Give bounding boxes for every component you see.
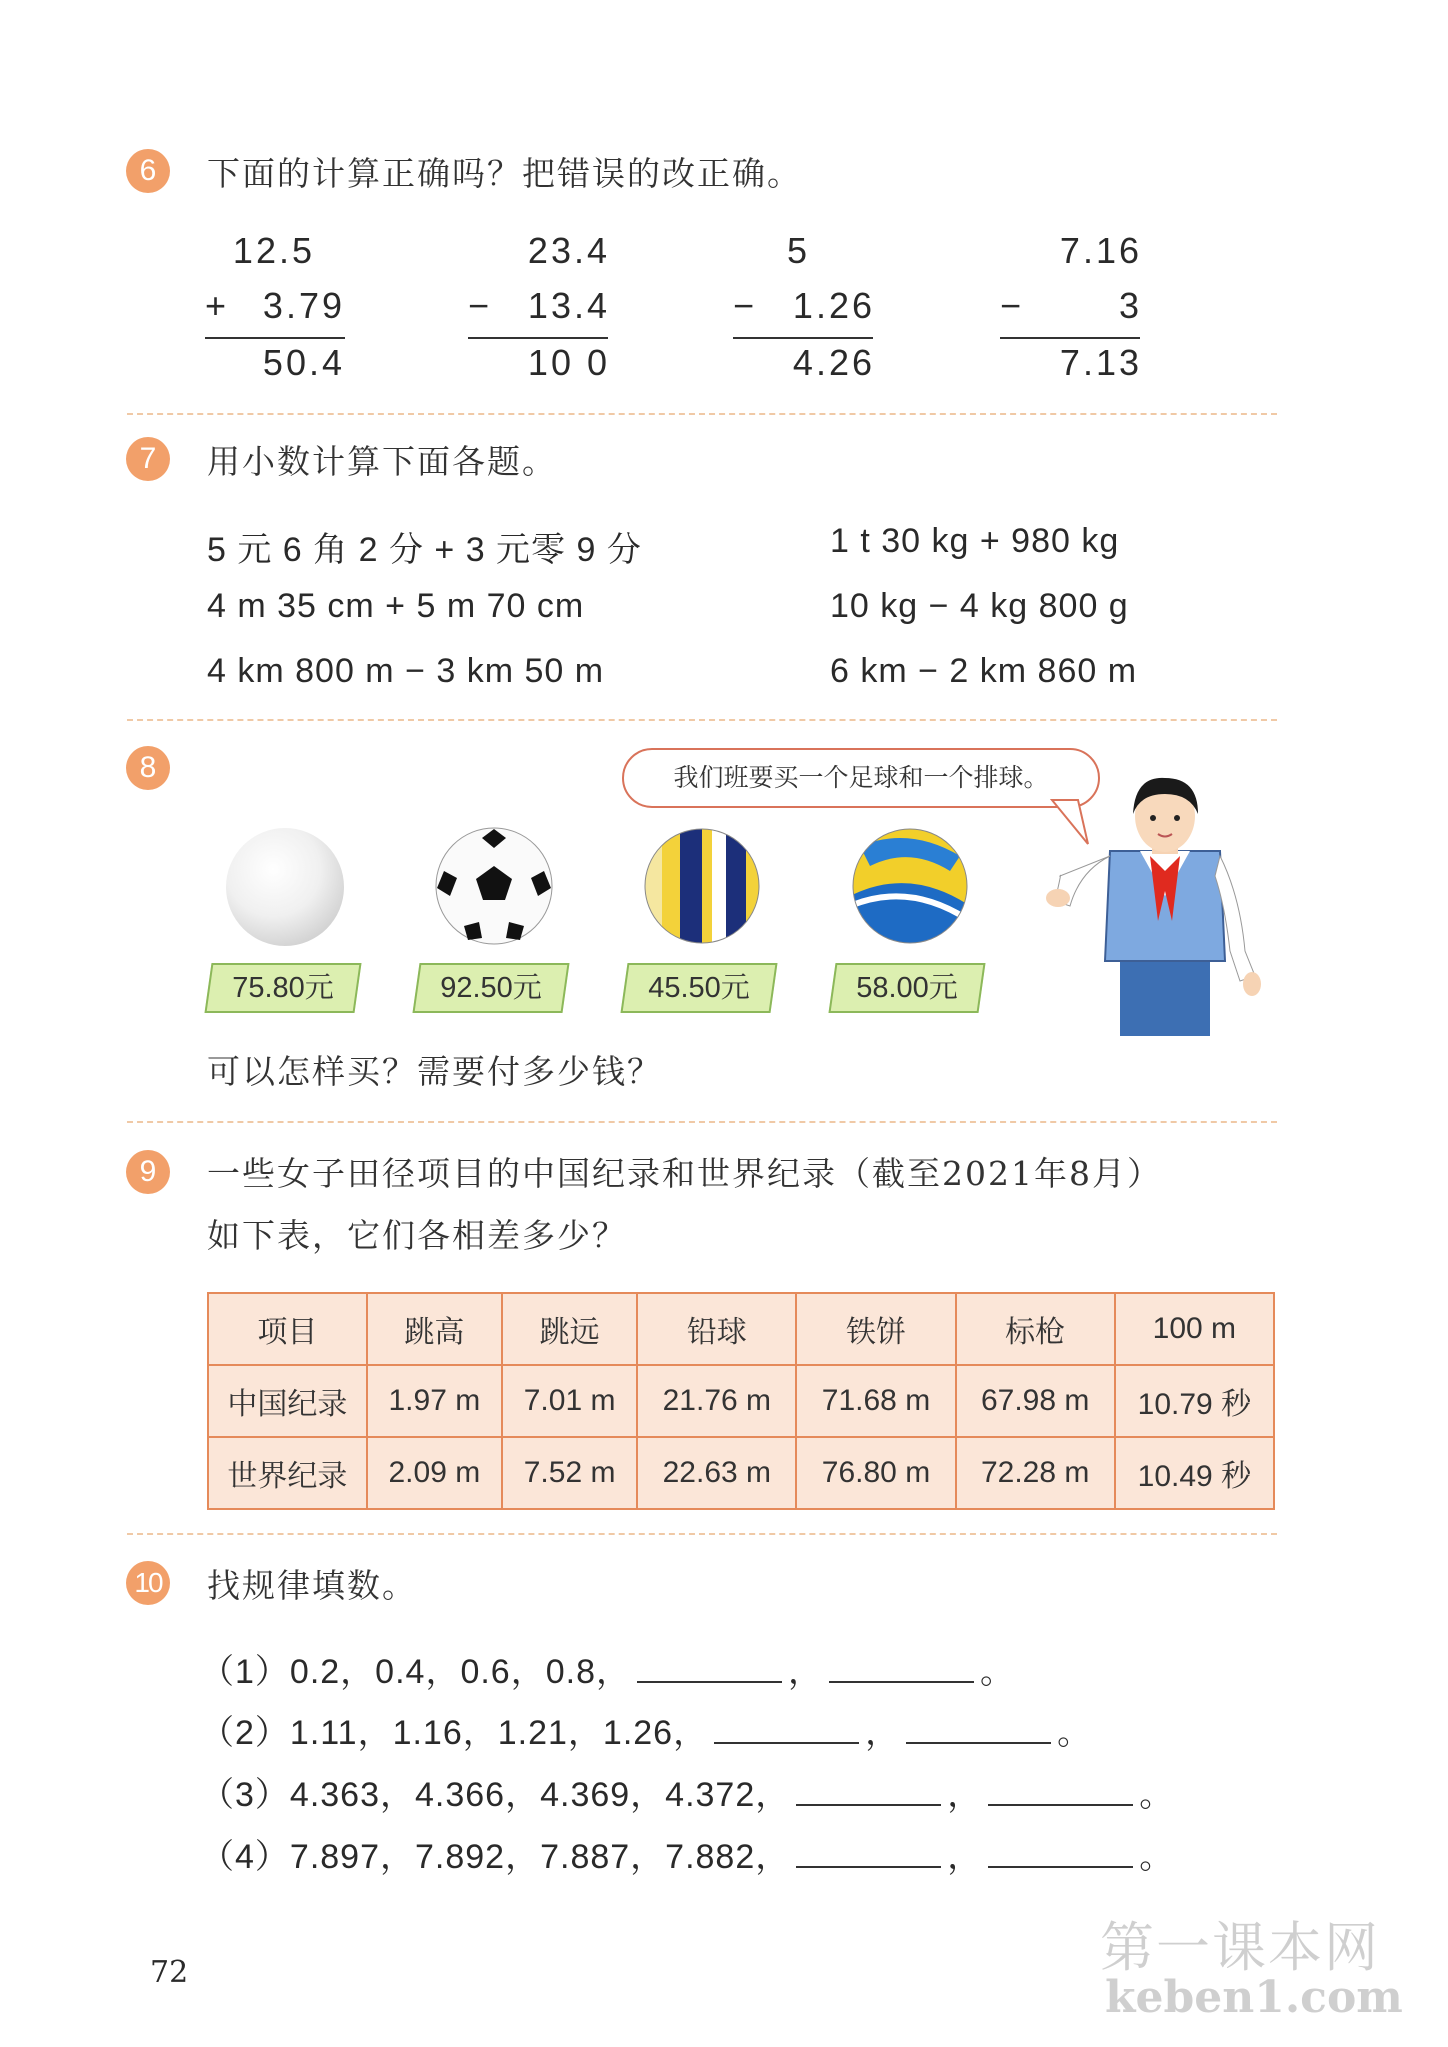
table-cell: 21.76 m [637,1365,796,1437]
records-table [207,1292,1275,1510]
calc-line [1000,337,1140,339]
table-cell: 76.80 m [796,1437,955,1509]
watermark-url: keben1.com [1105,1972,1403,2023]
expression: 5 元 6 角 2 分 + 3 元零 9 分 [207,531,642,569]
separator: ， [947,1838,983,1876]
calc-bottom-number: 3 [1118,285,1142,326]
answer-blank[interactable] [988,1776,1133,1806]
table-row [208,1437,1274,1509]
question-9-text-line2: 如下表，它们各相差多少？ [207,1216,627,1255]
sequence-label: （3） [200,1776,290,1814]
table-cell: 22.63 m [637,1437,796,1509]
price-tag-label: 92.50元 [440,972,542,1004]
calc-operator: − [1000,285,1025,326]
sequence-values: 1.11，1.16，1.21，1.26， [289,1714,709,1752]
calc-result: 50.4 [262,342,345,383]
vertical-calculation [1000,230,1150,390]
question-6-text: 下面的计算正确吗？把错误的改正确。 [207,154,802,193]
answer-blank[interactable] [829,1653,974,1683]
calc-bottom-number: 13.4 [527,285,610,326]
section-divider [127,413,1277,415]
question-10-text: 找规律填数。 [207,1566,417,1605]
section-divider [127,1121,1277,1123]
table-header-cell: 铅球 [637,1293,796,1365]
price-tag [412,963,569,1013]
calc-line [468,337,608,339]
calc-line [733,337,873,339]
calc-operator: − [733,285,758,326]
table-cell: 71.68 m [796,1365,955,1437]
table-cell: 7.52 m [502,1437,637,1509]
expression: 10 kg − 4 kg 800 g [830,587,1129,625]
sequence-values: 0.2，0.4，0.6，0.8， [289,1653,631,1691]
white-ball-image [226,828,344,946]
table-cell: 67.98 m [956,1365,1115,1437]
calc-bottom-number: 1.26 [792,285,875,326]
volleyball-blue-yellow-image [642,826,762,946]
table-cell: 1.97 m [367,1365,502,1437]
price-tag-label: 45.50元 [648,972,750,1004]
expression: 4 m 35 cm + 5 m 70 cm [207,587,585,625]
table-cell: 2.09 m [367,1437,502,1509]
separator: ， [947,1776,983,1814]
table-header-cell: 铁饼 [796,1293,955,1365]
answer-blank[interactable] [714,1714,859,1744]
speech-bubble: 我们班要买一个足球和一个排球。 [622,748,1100,808]
table-header-row [208,1293,1274,1365]
sequence-values: 4.363，4.366，4.369，4.372， [289,1776,791,1814]
table-cell: 7.01 m [502,1365,637,1437]
expression: 1 t 30 kg + 980 kg [830,522,1120,560]
separator: ， [865,1714,901,1752]
answer-blank[interactable] [796,1776,941,1806]
calc-result: 7.13 [1059,342,1142,383]
question-9-text-line1: 一些女子田径项目的中国纪录和世界纪录（截至2021年8月） [207,1154,1162,1193]
sequence-label: （2） [200,1714,290,1752]
question-number-badge: 10 [126,1561,170,1605]
sequence-label: （4） [200,1838,290,1876]
separator: ， [787,1653,823,1691]
calc-operator: − [468,285,493,326]
calc-top-number: 23.4 [527,230,610,271]
table-cell: 10.79 秒 [1115,1365,1274,1437]
table-header-cell: 跳远 [502,1293,637,1365]
answer-blank[interactable] [796,1838,941,1868]
student-illustration [1040,776,1270,1036]
table-header-cell: 项目 [208,1293,367,1365]
sequence-row [200,1829,1174,1878]
answer-blank[interactable] [906,1714,1051,1744]
vertical-calculation [733,230,883,390]
sequence-row [200,1705,1092,1754]
table-header-cell: 跳高 [367,1293,502,1365]
vertical-calculation [468,230,618,390]
section-divider [127,719,1277,721]
table-cell: 10.49 秒 [1115,1437,1274,1509]
table-cell: 72.28 m [956,1437,1115,1509]
question-number-badge: 9 [126,1150,170,1194]
question-number-badge: 6 [126,149,170,193]
calc-bottom-number: 3.79 [262,285,345,326]
sequence-row [200,1644,1015,1693]
sequence-label: （1） [200,1653,290,1691]
calc-line [205,337,345,339]
expression: 4 km 800 m − 3 km 50 m [207,652,605,690]
soccer-ball-image [434,826,554,946]
price-tag [828,963,985,1013]
calc-result: 10 0 [527,342,610,383]
question-8-text: 可以怎样买？需要付多少钱？ [207,1052,662,1091]
sequence-row [200,1767,1174,1816]
question-number-badge: 8 [126,746,170,790]
expression: 6 km − 2 km 860 m [830,652,1138,690]
watermark-title: 第一课本网 [1100,1916,1380,1979]
calc-top-number: 5 [786,230,810,271]
calc-operator: + [205,285,230,326]
calc-result: 4.26 [792,342,875,383]
sequence-values: 7.897，7.892，7.887，7.882， [289,1838,791,1876]
end-mark: 。 [1139,1838,1175,1876]
answer-blank[interactable] [637,1653,782,1683]
table-row-label: 中国纪录 [208,1365,367,1437]
table-row-label: 世界纪录 [208,1437,367,1509]
end-mark: 。 [1139,1776,1175,1814]
vertical-calculation [205,230,355,390]
end-mark: 。 [1057,1714,1093,1752]
table-header-cell: 标枪 [956,1293,1115,1365]
table-row [208,1365,1274,1437]
end-mark: 。 [979,1653,1015,1691]
calc-top-number: 7.16 [1059,230,1142,271]
page-number: 72 [150,1955,189,1990]
answer-blank[interactable] [988,1838,1133,1868]
price-tag-label: 58.00元 [856,972,958,1004]
question-number-badge: 7 [126,437,170,481]
price-tag [204,963,361,1013]
question-7-text: 用小数计算下面各题。 [207,442,557,481]
table-header-cell: 100 m [1115,1293,1274,1365]
section-divider [127,1533,1277,1535]
calc-top-number: 12.5 [232,230,315,271]
price-tag [620,963,777,1013]
price-tag-label: 75.80元 [232,972,334,1004]
volleyball-yellow-blue-image [850,826,970,946]
